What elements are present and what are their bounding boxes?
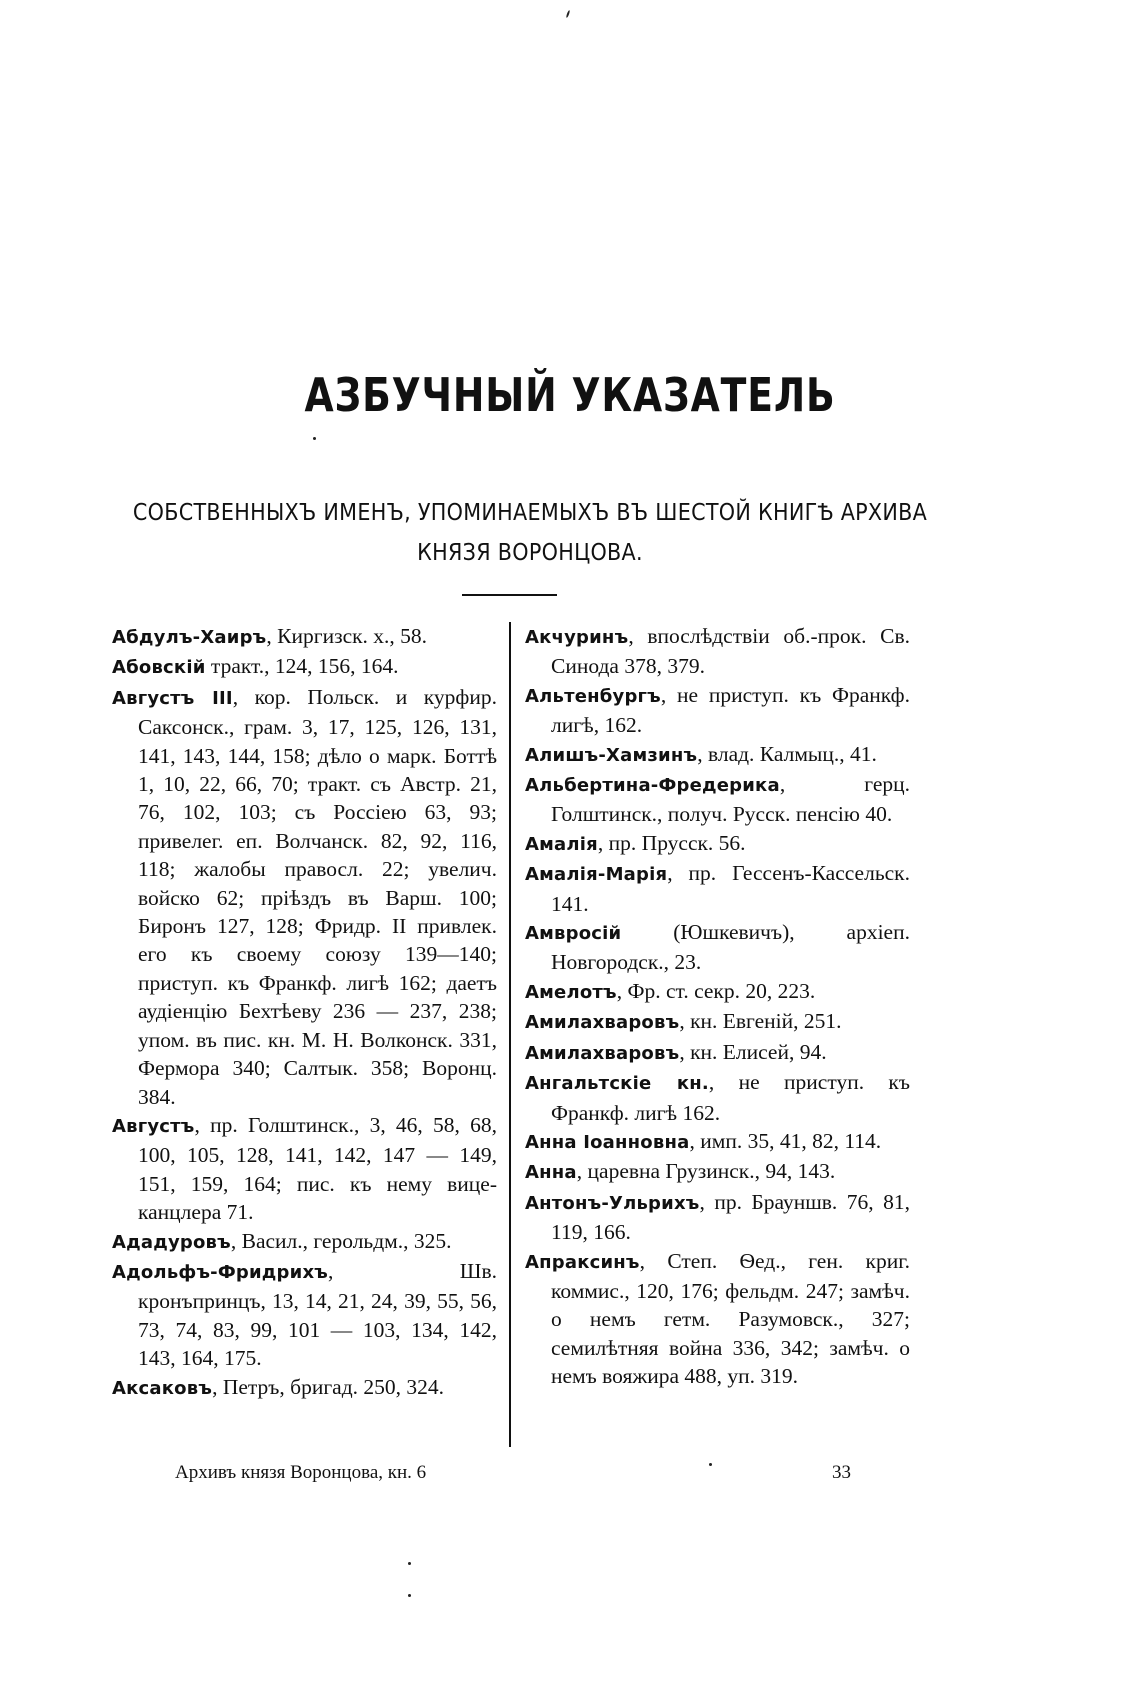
entry-headword: Амалiя: [525, 833, 598, 855]
index-entry: [525, 681, 910, 740]
entry-headword: Анна Іоанновна: [525, 1131, 690, 1153]
entry-references: , влад. Калмыц., 41.: [697, 741, 877, 766]
entry-headword: Анна: [525, 1162, 577, 1184]
entry-references: , кн. Елисей, 94.: [679, 1039, 827, 1064]
entry-references: , пр. Гессенъ-Кассельск. 141.: [551, 861, 910, 916]
ink-speck: [408, 1594, 411, 1597]
entry-headword: Абдулъ-Хаиръ: [112, 627, 267, 648]
entry-headword: Альтенбургъ: [525, 685, 661, 707]
entry-headword: Апраксинъ: [525, 1251, 640, 1273]
index-entry: [525, 740, 910, 770]
index-entry: [525, 1007, 910, 1037]
index-entry: [525, 1157, 910, 1187]
entry-headword: Амилахваровъ: [525, 1042, 680, 1064]
entry-headword: Адольфъ-Фридрихъ: [112, 1261, 328, 1283]
entry-headword: Антонъ-Ульрихъ: [525, 1192, 700, 1214]
column-divider: [509, 622, 511, 1447]
entry-headword: Альбертина-Фредерика: [525, 775, 780, 797]
index-entry: [525, 770, 910, 829]
entry-references: , пр. Брауншв. 76, 81, 119, 166.: [551, 1189, 910, 1245]
title-rule: [462, 594, 557, 596]
entry-references: , не приступ. къ Франкф. лигѣ, 162.: [551, 682, 910, 738]
entry-references: , кн. Евгенiй, 251.: [679, 1009, 842, 1034]
ink-speck: [408, 1562, 411, 1565]
page-title: АЗБУЧНЫЙ УКАЗАТЕЛЬ: [304, 368, 836, 422]
entry-headword: Ангальтскiе кн.: [525, 1073, 709, 1095]
index-entry: [525, 1127, 910, 1157]
entry-headword: Августъ III: [112, 687, 233, 709]
index-entry: [112, 683, 497, 1111]
right-column: [525, 622, 910, 1391]
index-entry: [112, 652, 497, 682]
index-entry: [112, 622, 497, 652]
entry-references: , Петръ, бригад. 250, 324.: [212, 1374, 445, 1399]
entry-references: , пр. Прусск. 56.: [597, 830, 746, 855]
entry-references: , Васил., герольдм., 325.: [230, 1228, 452, 1253]
index-entry: [112, 1257, 497, 1373]
index-entry: [112, 1373, 497, 1403]
entry-references: (Юшкевичъ), архiеп. Новгородск., 23.: [551, 920, 910, 975]
index-entry: [525, 1188, 910, 1247]
index-entry: [112, 1227, 497, 1257]
index-entry: [525, 977, 910, 1007]
entry-references: , Шв. кронъпринцъ, 13, 14, 21, 24, 39, 55, 56, 73, 74, 83, 99, 101 — 103, 134, 142, 143, 164, 175.: [138, 1258, 497, 1371]
entry-references: , герц. Голштинск., получ. Русск. пенсiю 40.: [551, 772, 910, 827]
entry-headword: Амилахваровъ: [525, 1012, 680, 1034]
signature-mark: Архивъ князя Воронцова, кн. 6: [175, 1462, 427, 1483]
ink-speck: [313, 437, 316, 440]
index-entry: [525, 918, 910, 977]
entry-references: , пр. Голштинск., 3, 46, 58, 68, 100, 105, 128, 141, 142, 147 — 149, 151, 159, 164; пис. къ нему вице-канцлера 71.: [138, 1112, 497, 1225]
entry-references: , Степ. Ѳед., ген. криг. коммис., 120, 176; фельдм. 247; замѣч. о немъ гетм. Разумовск., 327; семилѣтняя война 336, 342; замѣч. о немъ вояжира 488, уп. 319.: [551, 1248, 910, 1389]
entry-headword: Амвросій: [525, 923, 622, 945]
entry-references: , не приступ. къ Франкф. лигѣ 162.: [551, 1070, 910, 1125]
index-entry: [525, 859, 910, 918]
ink-speck: [566, 10, 571, 18]
index-entry: [525, 829, 910, 859]
entry-references: , впослѣдствiи об.-прок. Св. Синода 378, 379.: [551, 624, 910, 679]
entry-headword: Ададуровъ: [112, 1231, 231, 1253]
page-subtitle: СОБСТВЕННЫХЪ ИМЕНЪ, УПОМИНАЕМЫХЪ ВЪ ШЕСТОЙ КНИГѢ АРХИВА КНЯЗЯ ВОРОНЦОВА.: [132, 500, 928, 566]
index-entry: [525, 622, 910, 681]
entry-references: , Фр. ст. секр. 20, 223.: [616, 978, 816, 1003]
entry-headword: Августъ: [112, 1115, 195, 1137]
page-number: 33: [832, 1462, 851, 1483]
entry-headword: Амалiя-Марiя: [525, 864, 668, 886]
index-entry: [525, 1247, 910, 1391]
index-entry: [112, 1111, 497, 1227]
index-entry: [525, 1068, 910, 1127]
entry-references: , Киргизск. х., 58.: [266, 624, 428, 648]
index-entry: [525, 1038, 910, 1068]
entry-references: тракт., 124, 156, 164.: [205, 654, 399, 679]
entry-references: , имп. 35, 41, 82, 114.: [689, 1128, 882, 1153]
left-column: [112, 622, 497, 1403]
entry-headword: Аксаковъ: [112, 1377, 213, 1399]
entry-headword: Алишъ-Хамзинъ: [525, 744, 698, 766]
entry-references: , кор. Польск. и курфир. Саксонск., грам. 3, 17, 125, 126, 131, 141, 143, 144, 158; дѣло о марк. Боттѣ 1, 10, 22, 66, 70; тракт. съ Австр. 21, 76, 102, 103; съ Россiею 63, 93; привелег. еп. Волчанск. 82, 92, 116, 118; жалобы правосл. 22; увелич. войско 62; прiѣздъ въ Варш. 100; Биронъ 127, 128; Фридр. II привлек. его къ своему союзу 139—140; приступ. къ Франкф. лигѣ 162; даетъ аудiенцiю Бехтѣеву 236 — 237, 238; упом. въ пис. кн. М. Н. Волконск. 331, Фермора 340; Салтык. 358; Воронц. 384.: [138, 684, 497, 1109]
ink-speck: [709, 1463, 712, 1466]
entry-headword: Амелотъ: [525, 981, 617, 1003]
entry-references: , царевна Грузинск., 94, 143.: [576, 1159, 836, 1184]
entry-headword: Акчуринъ: [525, 627, 629, 648]
entry-headword: Абовскій: [112, 657, 206, 679]
